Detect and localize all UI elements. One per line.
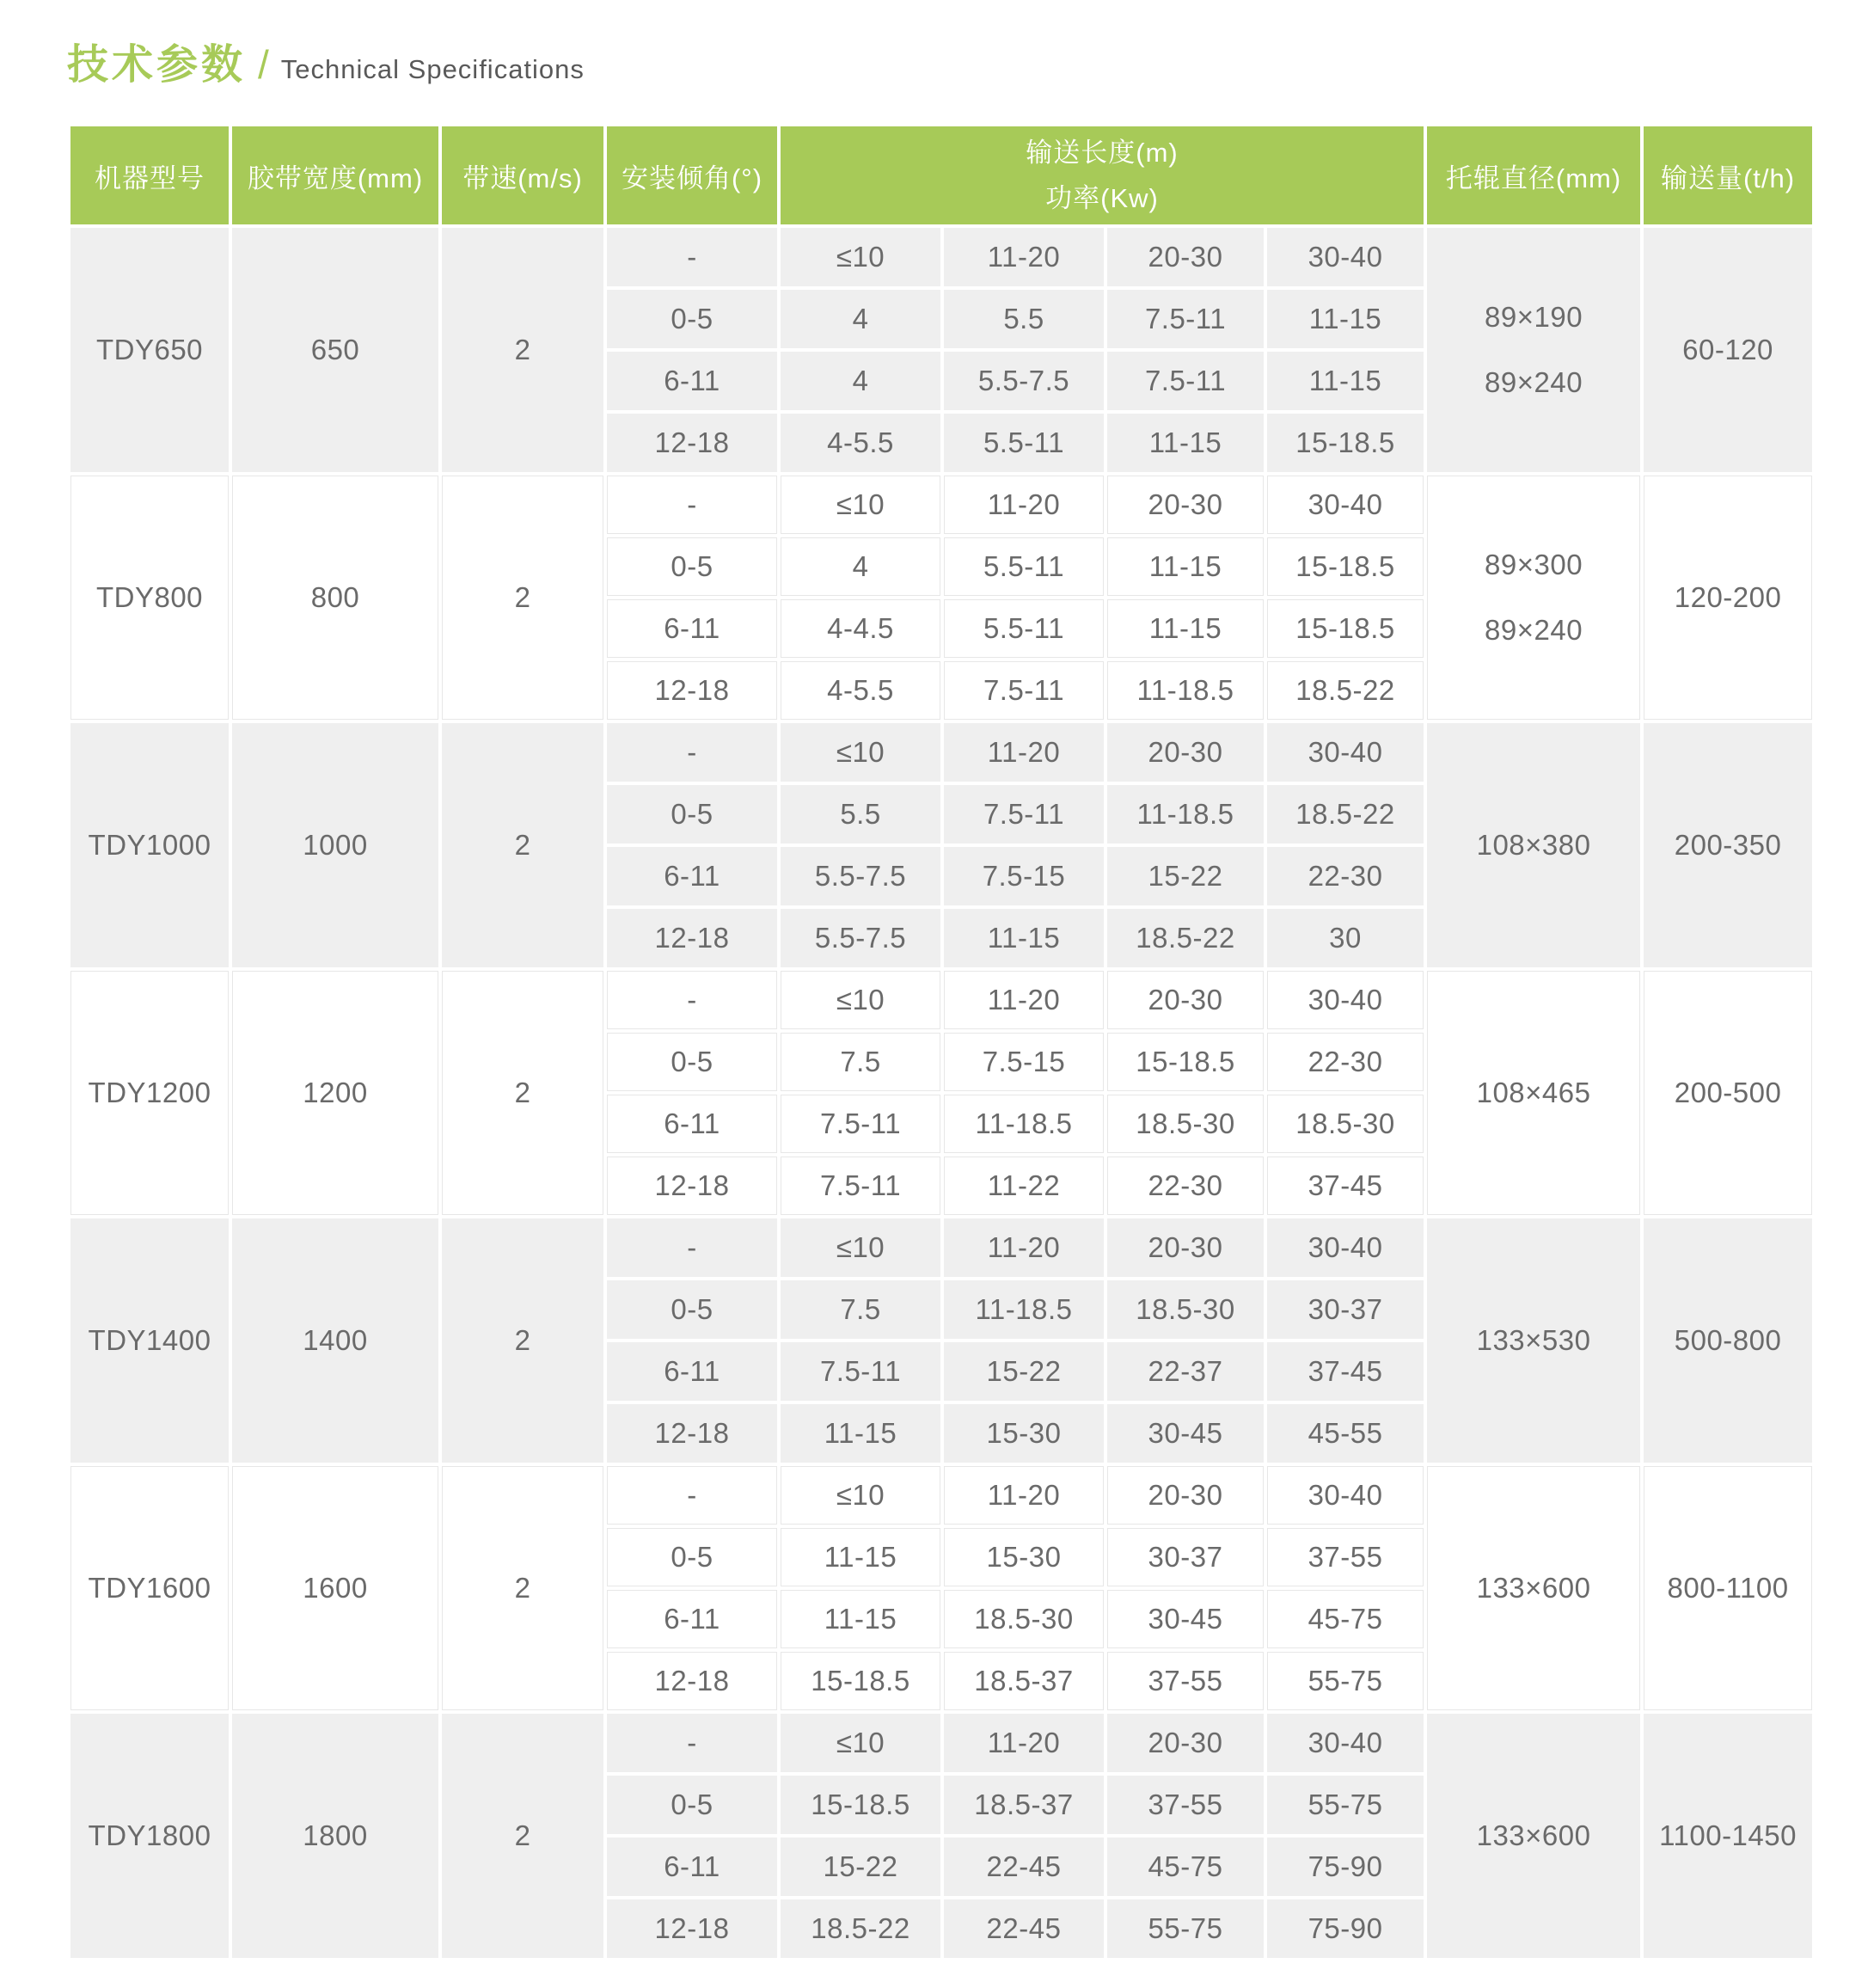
cell-power-value: 37-45 xyxy=(1267,1342,1424,1401)
cell-install-angle: - xyxy=(607,1466,777,1525)
cell-belt-speed: 2 xyxy=(442,1466,603,1710)
header-length-power xyxy=(781,126,1424,224)
header-conveying-length: 输送长度(m) xyxy=(1026,137,1179,168)
header-belt-width: 胶带宽度(mm) xyxy=(232,126,438,224)
cell-power-value: 11-18.5 xyxy=(944,1280,1104,1339)
cell-capacity: 120-200 xyxy=(1644,476,1812,720)
roller-diameter-value: 133×600 xyxy=(1476,1819,1591,1851)
cell-install-angle: 0-5 xyxy=(607,290,777,348)
cell-power-value: 11-18.5 xyxy=(944,1095,1104,1153)
spec-table xyxy=(67,123,1816,1961)
cell-length-range: 20-30 xyxy=(1107,476,1264,534)
cell-install-angle: - xyxy=(607,971,777,1029)
cell-capacity: 500-800 xyxy=(1644,1218,1812,1463)
cell-length-range: 20-30 xyxy=(1107,723,1264,782)
cell-power-value: 11-15 xyxy=(1267,352,1424,410)
cell-power-value: 45-75 xyxy=(1107,1838,1264,1896)
cell-capacity: 60-120 xyxy=(1644,228,1812,472)
cell-install-angle: 0-5 xyxy=(607,1528,777,1586)
cell-capacity: 200-350 xyxy=(1644,723,1812,967)
cell-belt-width: 1600 xyxy=(232,1466,438,1710)
cell-install-angle: 0-5 xyxy=(607,1776,777,1834)
roller-diameter-value: 108×465 xyxy=(1476,1077,1591,1108)
cell-install-angle: - xyxy=(607,228,777,286)
cell-belt-speed: 2 xyxy=(442,1714,603,1958)
header-row xyxy=(70,126,1812,224)
cell-install-angle: 6-11 xyxy=(607,847,777,905)
cell-install-angle: 12-18 xyxy=(607,661,777,720)
title-english: Technical Specifications xyxy=(280,54,585,84)
cell-power-value: 7.5-11 xyxy=(1107,352,1264,410)
cell-power-value: 4 xyxy=(781,290,940,348)
cell-roller-diameter xyxy=(1427,971,1640,1215)
cell-power-value: 30-37 xyxy=(1107,1528,1264,1586)
cell-install-angle: 0-5 xyxy=(607,1280,777,1339)
header-roller-diameter: 托辊直径(mm) xyxy=(1427,126,1640,224)
cell-length-range: 20-30 xyxy=(1107,1218,1264,1277)
cell-capacity: 800-1100 xyxy=(1644,1466,1812,1710)
cell-power-value: 11-15 xyxy=(1107,599,1264,658)
cell-install-angle: 12-18 xyxy=(607,1652,777,1710)
cell-power-value: 11-22 xyxy=(944,1157,1104,1215)
cell-power-value: 11-15 xyxy=(1107,414,1264,472)
cell-model: TDY800 xyxy=(70,476,229,720)
cell-length-range: 30-40 xyxy=(1267,723,1424,782)
cell-length-range: ≤10 xyxy=(781,476,940,534)
cell-power-value: 5.5 xyxy=(781,785,940,844)
cell-power-value: 45-75 xyxy=(1267,1590,1424,1648)
cell-power-value: 15-18.5 xyxy=(781,1776,940,1834)
cell-power-value: 18.5-22 xyxy=(781,1899,940,1958)
cell-length-range: 30-40 xyxy=(1267,476,1424,534)
cell-power-value: 4 xyxy=(781,537,940,596)
cell-power-value: 30 xyxy=(1267,909,1424,967)
cell-power-value: 7.5-11 xyxy=(781,1342,940,1401)
cell-length-range: ≤10 xyxy=(781,228,940,286)
cell-length-range: 30-40 xyxy=(1267,1714,1424,1772)
cell-power-value: 11-15 xyxy=(1107,537,1264,596)
cell-install-angle: 6-11 xyxy=(607,1095,777,1153)
cell-power-value: 11-18.5 xyxy=(1107,661,1264,720)
cell-belt-width: 1400 xyxy=(232,1218,438,1463)
cell-power-value: 15-18.5 xyxy=(1107,1033,1264,1091)
header-belt-speed: 带速(m/s) xyxy=(442,126,603,224)
header-install-angle: 安装倾角(°) xyxy=(607,126,777,224)
cell-power-value: 22-45 xyxy=(944,1838,1104,1896)
cell-belt-speed: 2 xyxy=(442,228,603,472)
header-machine-model: 机器型号 xyxy=(70,126,229,224)
cell-power-value: 18.5-22 xyxy=(1107,909,1264,967)
cell-install-angle: 12-18 xyxy=(607,909,777,967)
table-row xyxy=(70,1466,1812,1525)
cell-length-range: 11-20 xyxy=(944,971,1104,1029)
cell-power-value: 75-90 xyxy=(1267,1899,1424,1958)
cell-power-value: 5.5-11 xyxy=(944,537,1104,596)
cell-length-range: 30-40 xyxy=(1267,971,1424,1029)
cell-length-range: 11-20 xyxy=(944,228,1104,286)
spec-table-container xyxy=(67,123,1816,1961)
cell-power-value: 7.5-11 xyxy=(1107,290,1264,348)
cell-power-value: 7.5-11 xyxy=(944,661,1104,720)
cell-power-value: 7.5-11 xyxy=(944,785,1104,844)
cell-install-angle: 12-18 xyxy=(607,1899,777,1958)
cell-power-value: 5.5-7.5 xyxy=(781,909,940,967)
cell-power-value: 18.5-37 xyxy=(944,1776,1104,1834)
roller-diameter-value: 89×190 xyxy=(1485,301,1583,333)
cell-power-value: 4 xyxy=(781,352,940,410)
table-row xyxy=(70,723,1812,782)
cell-power-value: 30-45 xyxy=(1107,1590,1264,1648)
cell-install-angle: 0-5 xyxy=(607,785,777,844)
cell-power-value: 5.5-11 xyxy=(944,599,1104,658)
page-title xyxy=(67,31,585,90)
cell-power-value: 5.5-11 xyxy=(944,414,1104,472)
cell-install-angle: 12-18 xyxy=(607,1404,777,1463)
cell-model: TDY650 xyxy=(70,228,229,472)
cell-length-range: 20-30 xyxy=(1107,1714,1264,1772)
roller-diameter-value: 133×530 xyxy=(1476,1324,1591,1356)
cell-install-angle: 6-11 xyxy=(607,1838,777,1896)
cell-power-value: 15-22 xyxy=(1107,847,1264,905)
cell-power-value: 11-18.5 xyxy=(1107,785,1264,844)
cell-power-value: 22-30 xyxy=(1267,847,1424,905)
cell-capacity: 200-500 xyxy=(1644,971,1812,1215)
cell-power-value: 55-75 xyxy=(1267,1652,1424,1710)
cell-power-value: 11-15 xyxy=(944,909,1104,967)
cell-power-value: 7.5 xyxy=(781,1280,940,1339)
cell-power-value: 15-30 xyxy=(944,1404,1104,1463)
cell-length-range: 20-30 xyxy=(1107,228,1264,286)
cell-length-range: 11-20 xyxy=(944,1466,1104,1525)
cell-length-range: ≤10 xyxy=(781,1466,940,1525)
cell-length-range: 11-20 xyxy=(944,723,1104,782)
cell-length-range: 20-30 xyxy=(1107,1466,1264,1525)
cell-model: TDY1800 xyxy=(70,1714,229,1958)
roller-diameter-value: 108×380 xyxy=(1476,829,1591,861)
cell-power-value: 22-37 xyxy=(1107,1342,1264,1401)
table-row xyxy=(70,1218,1812,1277)
cell-belt-speed: 2 xyxy=(442,1218,603,1463)
cell-power-value: 75-90 xyxy=(1267,1838,1424,1896)
cell-power-value: 15-18.5 xyxy=(1267,414,1424,472)
header-capacity: 输送量(t/h) xyxy=(1644,126,1812,224)
cell-power-value: 7.5-15 xyxy=(944,847,1104,905)
cell-model: TDY1600 xyxy=(70,1466,229,1710)
title-chinese: 技术参数 xyxy=(67,42,247,88)
cell-belt-width: 800 xyxy=(232,476,438,720)
cell-install-angle: 12-18 xyxy=(607,414,777,472)
cell-roller-diameter xyxy=(1427,723,1640,967)
cell-power-value: 7.5-11 xyxy=(781,1095,940,1153)
cell-power-value: 55-75 xyxy=(1267,1776,1424,1834)
cell-belt-speed: 2 xyxy=(442,971,603,1215)
cell-power-value: 11-15 xyxy=(781,1404,940,1463)
table-row xyxy=(70,1714,1812,1772)
cell-belt-speed: 2 xyxy=(442,476,603,720)
cell-length-range: ≤10 xyxy=(781,1218,940,1277)
cell-roller-diameter xyxy=(1427,1466,1640,1710)
roller-diameter-value: 89×240 xyxy=(1485,366,1583,398)
cell-power-value: 37-55 xyxy=(1267,1528,1424,1586)
cell-install-angle: - xyxy=(607,476,777,534)
cell-length-range: 20-30 xyxy=(1107,971,1264,1029)
cell-power-value: 7.5-15 xyxy=(944,1033,1104,1091)
cell-capacity: 1100-1450 xyxy=(1644,1714,1812,1958)
cell-power-value: 30-45 xyxy=(1107,1404,1264,1463)
cell-power-value: 37-55 xyxy=(1107,1652,1264,1710)
cell-power-value: 15-18.5 xyxy=(1267,537,1424,596)
cell-length-range: 30-40 xyxy=(1267,1466,1424,1525)
cell-power-value: 45-55 xyxy=(1267,1404,1424,1463)
cell-power-value: 18.5-30 xyxy=(1107,1095,1264,1153)
cell-model: TDY1400 xyxy=(70,1218,229,1463)
cell-belt-width: 1800 xyxy=(232,1714,438,1958)
cell-power-value: 18.5-30 xyxy=(1267,1095,1424,1153)
cell-power-value: 15-18.5 xyxy=(781,1652,940,1710)
roller-diameter-value: 89×300 xyxy=(1485,549,1583,580)
cell-power-value: 18.5-22 xyxy=(1267,785,1424,844)
cell-power-value: 11-15 xyxy=(781,1590,940,1648)
cell-power-value: 5.5 xyxy=(944,290,1104,348)
cell-power-value: 37-55 xyxy=(1107,1776,1264,1834)
cell-power-value: 30-37 xyxy=(1267,1280,1424,1339)
cell-belt-width: 1200 xyxy=(232,971,438,1215)
cell-power-value: 7.5 xyxy=(781,1033,940,1091)
cell-length-range: 11-20 xyxy=(944,476,1104,534)
cell-power-value: 18.5-30 xyxy=(1107,1280,1264,1339)
cell-power-value: 22-30 xyxy=(1107,1157,1264,1215)
cell-power-value: 15-30 xyxy=(944,1528,1104,1586)
cell-power-value: 18.5-37 xyxy=(944,1652,1104,1710)
cell-power-value: 11-15 xyxy=(781,1528,940,1586)
cell-install-angle: 0-5 xyxy=(607,537,777,596)
cell-length-range: 30-40 xyxy=(1267,228,1424,286)
header-power: 功率(Kw) xyxy=(1045,183,1159,213)
cell-power-value: 15-18.5 xyxy=(1267,599,1424,658)
cell-belt-speed: 2 xyxy=(442,723,603,967)
cell-length-range: 30-40 xyxy=(1267,1218,1424,1277)
cell-install-angle: 6-11 xyxy=(607,1342,777,1401)
cell-power-value: 11-15 xyxy=(1267,290,1424,348)
cell-length-range: ≤10 xyxy=(781,723,940,782)
cell-length-range: 11-20 xyxy=(944,1714,1104,1772)
cell-power-value: 5.5-7.5 xyxy=(781,847,940,905)
cell-roller-diameter xyxy=(1427,228,1640,472)
spec-table-body xyxy=(70,228,1812,1958)
cell-power-value: 4-4.5 xyxy=(781,599,940,658)
table-row xyxy=(70,476,1812,534)
cell-model: TDY1200 xyxy=(70,971,229,1215)
cell-install-angle: 6-11 xyxy=(607,1590,777,1648)
cell-model: TDY1000 xyxy=(70,723,229,967)
cell-length-range: ≤10 xyxy=(781,1714,940,1772)
cell-belt-width: 650 xyxy=(232,228,438,472)
cell-install-angle: 0-5 xyxy=(607,1033,777,1091)
cell-power-value: 37-45 xyxy=(1267,1157,1424,1215)
cell-power-value: 15-22 xyxy=(944,1342,1104,1401)
cell-power-value: 55-75 xyxy=(1107,1899,1264,1958)
cell-install-angle: 6-11 xyxy=(607,599,777,658)
title-divider: / xyxy=(258,42,269,87)
cell-power-value: 22-30 xyxy=(1267,1033,1424,1091)
cell-power-value: 15-22 xyxy=(781,1838,940,1896)
cell-power-value: 4-5.5 xyxy=(781,661,940,720)
cell-power-value: 5.5-7.5 xyxy=(944,352,1104,410)
cell-power-value: 18.5-22 xyxy=(1267,661,1424,720)
cell-belt-width: 1000 xyxy=(232,723,438,967)
cell-install-angle: - xyxy=(607,1218,777,1277)
cell-install-angle: 6-11 xyxy=(607,352,777,410)
cell-power-value: 18.5-30 xyxy=(944,1590,1104,1648)
cell-roller-diameter xyxy=(1427,476,1640,720)
cell-roller-diameter xyxy=(1427,1218,1640,1463)
cell-length-range: ≤10 xyxy=(781,971,940,1029)
roller-diameter-value: 89×240 xyxy=(1485,614,1583,646)
roller-diameter-value: 133×600 xyxy=(1476,1572,1591,1604)
cell-power-value: 7.5-11 xyxy=(781,1157,940,1215)
table-row xyxy=(70,228,1812,286)
cell-install-angle: - xyxy=(607,723,777,782)
cell-power-value: 4-5.5 xyxy=(781,414,940,472)
cell-power-value: 22-45 xyxy=(944,1899,1104,1958)
cell-install-angle: 12-18 xyxy=(607,1157,777,1215)
cell-install-angle: - xyxy=(607,1714,777,1772)
cell-length-range: 11-20 xyxy=(944,1218,1104,1277)
table-row xyxy=(70,971,1812,1029)
cell-roller-diameter xyxy=(1427,1714,1640,1958)
